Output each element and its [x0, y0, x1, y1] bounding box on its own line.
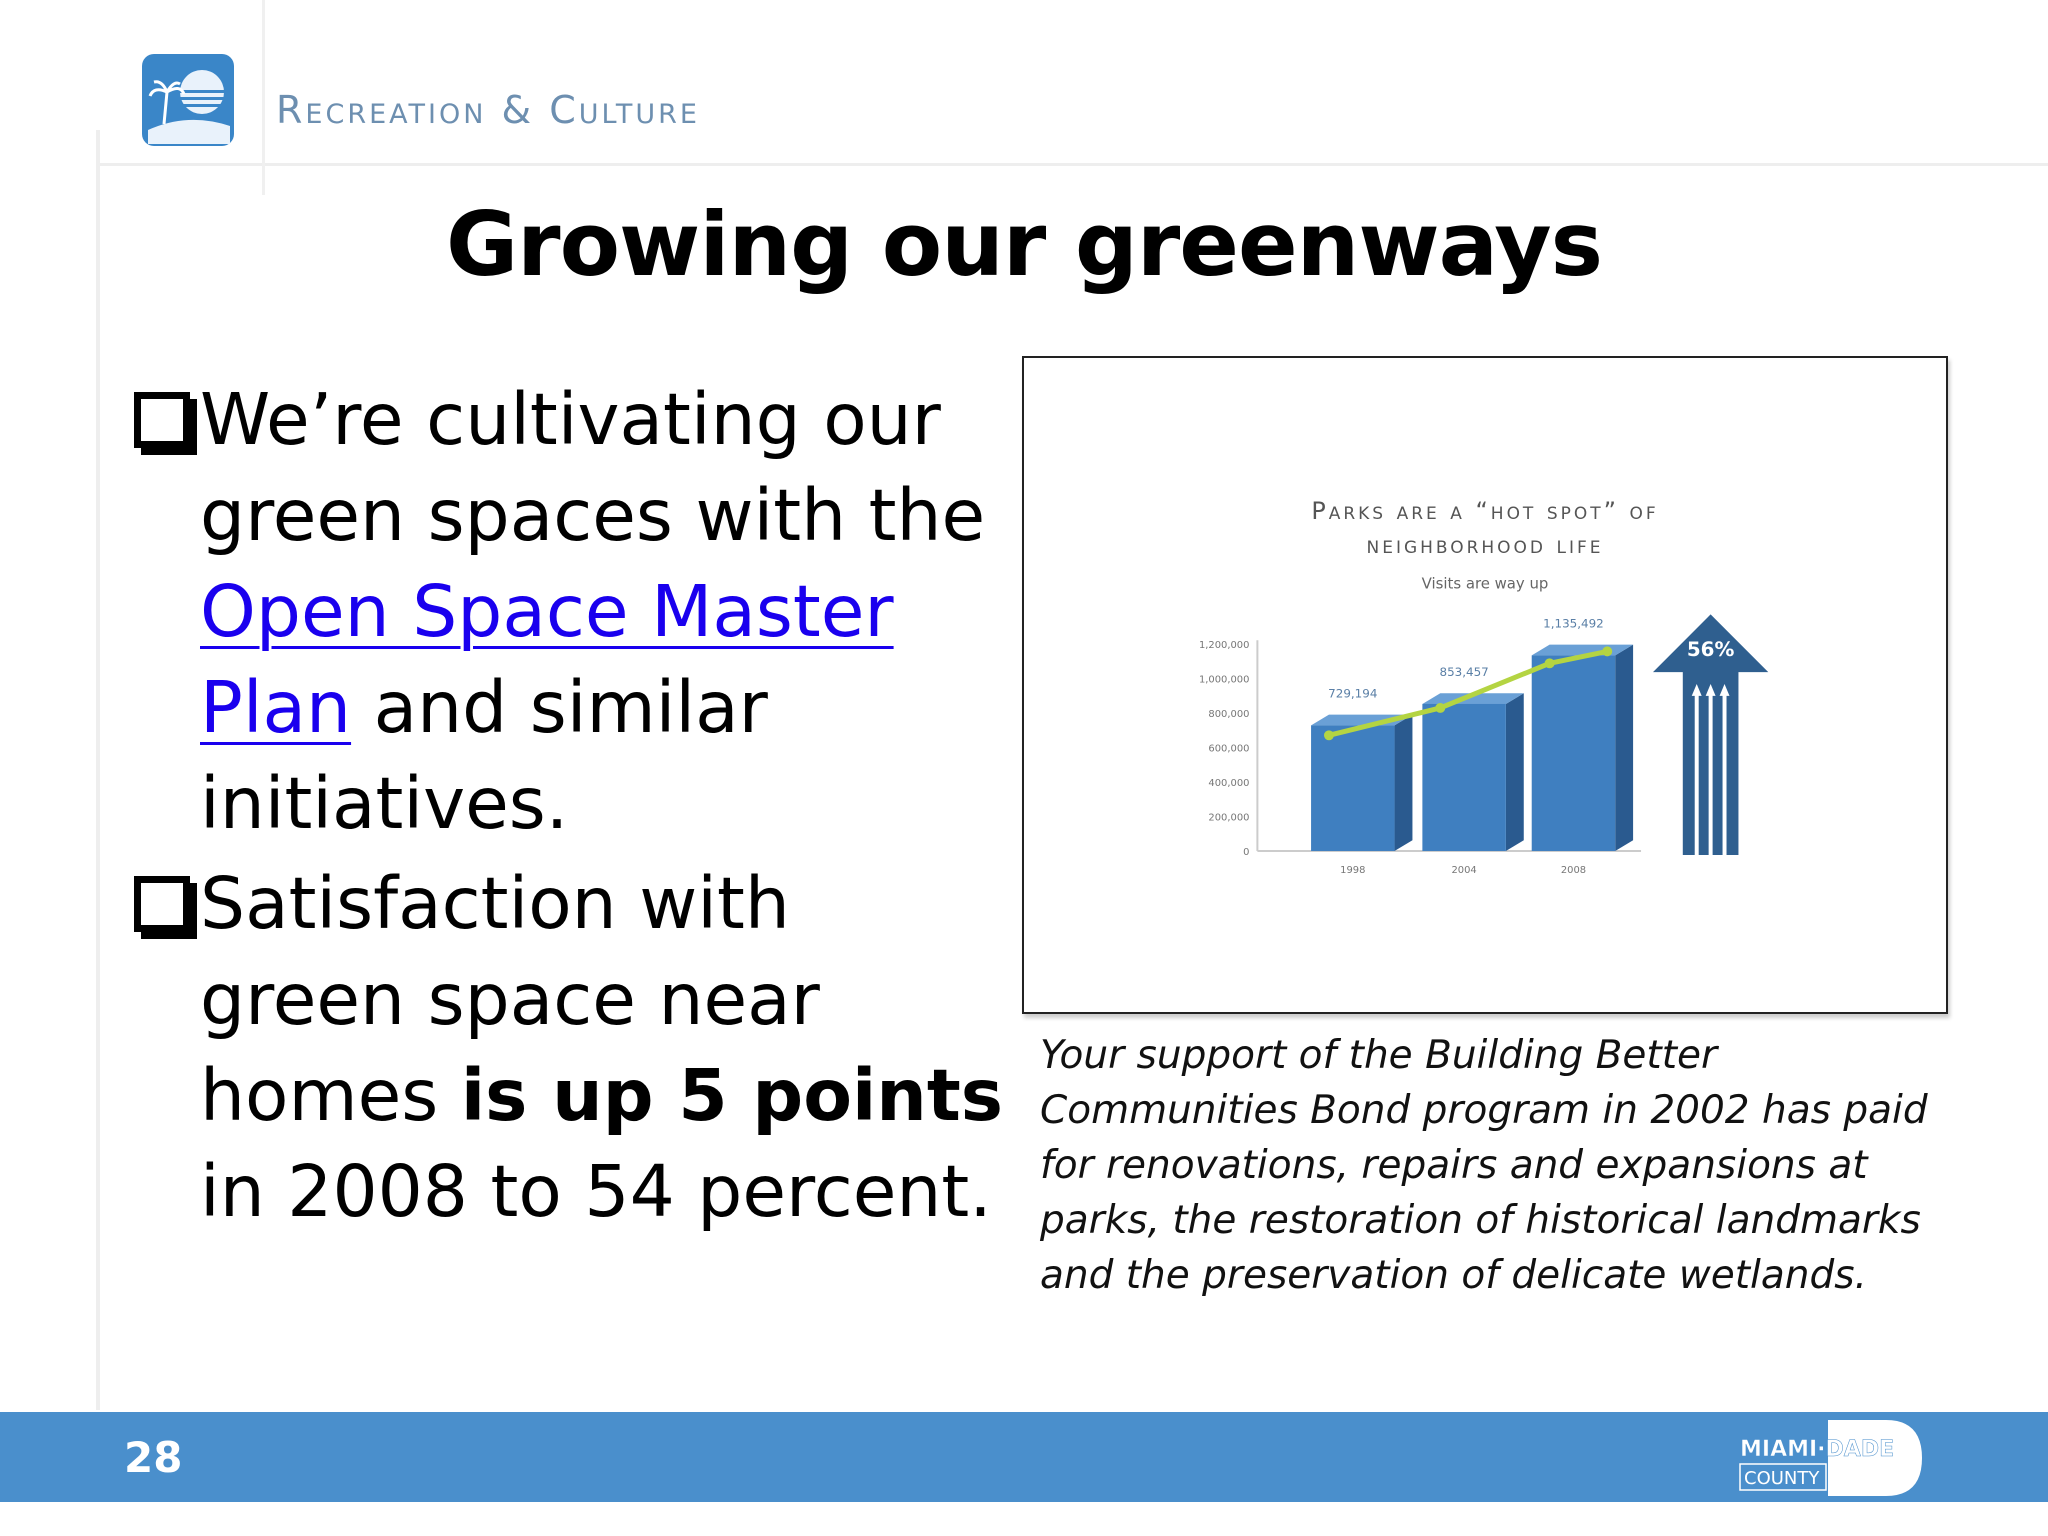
slide-title: Growing our greenways — [445, 193, 1603, 296]
y-tick-label: 400,000 — [1208, 778, 1250, 790]
value-label-2008: 1,135,492 — [1543, 616, 1604, 631]
value-label-1998: 729,194 — [1328, 686, 1378, 701]
chart-subtitle: Visits are way up — [1421, 574, 1549, 593]
header-vertical-divider — [262, 0, 265, 195]
y-tick-label: 600,000 — [1208, 743, 1250, 755]
bullet-text: in 2008 to 54 percent. — [200, 1150, 992, 1233]
bullet-text: Satisfaction with green space near homes — [200, 862, 820, 1137]
miami-dade-county-logo — [1736, 1418, 1926, 1498]
bullet-text: We’re cultivating our green spaces with the — [200, 378, 986, 557]
bar-top-2008 — [1532, 645, 1633, 656]
x-tick-label-2004: 2004 — [1451, 864, 1477, 876]
x-tick-label-2008: 2008 — [1560, 864, 1587, 876]
increase-label: 56% — [1686, 638, 1735, 662]
bullet-text: and similar initiatives. — [200, 666, 768, 845]
bullet-item — [128, 856, 1008, 1240]
county-logo-line1: MIAMI·DADE — [1740, 1437, 1895, 1462]
visits-bar-chart — [1024, 358, 1946, 1012]
bar-2004 — [1422, 704, 1505, 851]
bar-side-1998 — [1395, 715, 1413, 851]
section-title: Recreation & Culture — [276, 88, 700, 132]
bar-side-2008 — [1615, 645, 1633, 851]
chart-title-line2: neighborhood life — [1366, 530, 1604, 559]
bar-1998 — [1311, 725, 1394, 851]
county-logo-line2: COUNTY — [1744, 1468, 1820, 1489]
y-tick-label: 200,000 — [1208, 812, 1250, 824]
page-number: 28 — [124, 1433, 183, 1482]
x-tick-label-1998: 1998 — [1340, 864, 1366, 876]
trend-point — [1324, 730, 1334, 740]
y-tick-label: 800,000 — [1208, 709, 1250, 721]
open-space-master-plan-link[interactable]: Open Space Master Plan — [200, 570, 894, 749]
left-margin-rule — [96, 130, 100, 1410]
header-divider — [96, 163, 2048, 166]
palm-sunset-logo-icon — [140, 52, 236, 148]
y-tick-label: 0 — [1243, 846, 1250, 858]
bullet-list — [128, 372, 1008, 1244]
bullet-emphasis: is up 5 points — [460, 1054, 1004, 1137]
trend-point — [1435, 703, 1445, 713]
trend-point — [1602, 646, 1612, 656]
value-label-2004: 853,457 — [1439, 665, 1489, 680]
caption-text: Your support of the Building Better Communities Bond program in 2002 has paid for renovations, repairs and expansions at parks, the restoration of historical landmarks and the preservation of delicate wetlands. — [1040, 1033, 1928, 1298]
chart-title-line1: Parks are a “hot spot” of — [1311, 497, 1659, 526]
y-tick-label: 1,200,000 — [1198, 640, 1250, 652]
y-tick-label: 1,000,000 — [1198, 674, 1250, 686]
checkbox-bullet-icon — [134, 876, 190, 932]
checkbox-bullet-icon — [134, 392, 190, 448]
bar-2008 — [1532, 655, 1615, 851]
bullet-item — [128, 372, 1008, 852]
trend-point — [1545, 658, 1555, 668]
bar-side-2004 — [1506, 693, 1524, 851]
chart-frame — [1022, 356, 1948, 1014]
